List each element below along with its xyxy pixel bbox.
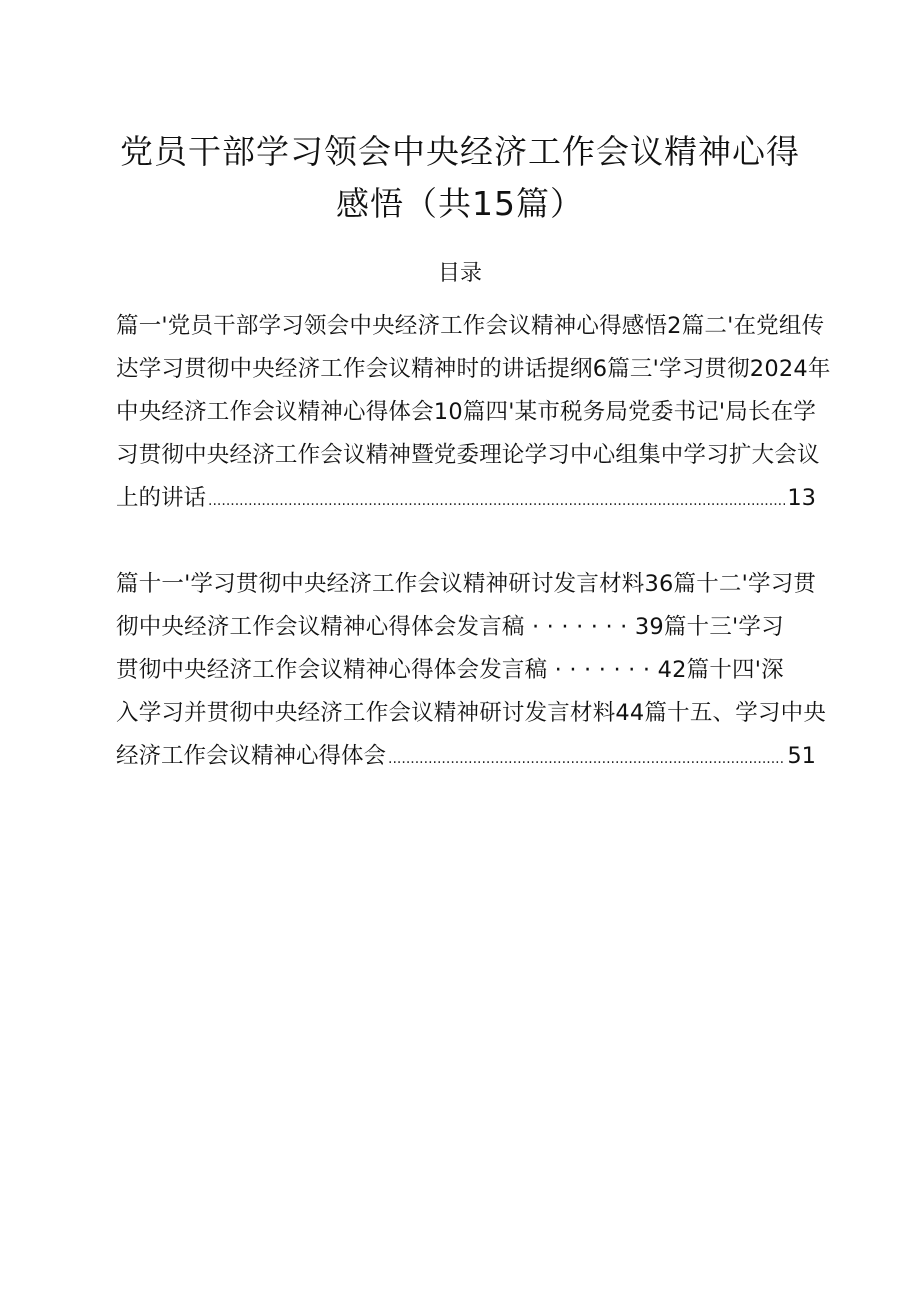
toc-entry-text: 上的讲话 bbox=[116, 485, 207, 511]
toc-entry-text: 经济工作会议精神心得体会 bbox=[116, 743, 387, 769]
toc-entry-line: 彻中央经济工作会议精神心得体会发言稿 · · · · · · · 39篇十三'学习 bbox=[116, 614, 784, 640]
toc-entry-with-leader bbox=[116, 481, 816, 518]
dot-leader bbox=[208, 481, 785, 518]
toc-page-number: 13 bbox=[787, 485, 816, 511]
toc-entry-line: 贯彻中央经济工作会议精神心得体会发言稿 · · · · · · · 42篇十四'深 bbox=[116, 657, 784, 683]
toc-page-number: 51 bbox=[787, 743, 816, 769]
toc-entry-line: 篇十一'学习贯彻中央经济工作会议精神研讨发言材料36篇十二'学习贯 bbox=[116, 571, 817, 597]
dot-leader bbox=[388, 739, 785, 776]
toc-entry-with-leader bbox=[116, 739, 816, 776]
toc-entry-line: 入学习并贯彻中央经济工作会议精神研讨发言材料44篇十五、学习中央 bbox=[116, 700, 827, 726]
toc-entry-line: 习贯彻中央经济工作会议精神暨党委理论学习中心组集中学习扩大会议 bbox=[116, 442, 820, 468]
document-title-line-2: 感悟（共15篇） bbox=[336, 184, 584, 223]
toc-entry-line: 篇一'党员干部学习领会中央经济工作会议精神心得感悟2篇二'在党组传 bbox=[116, 313, 825, 339]
toc-heading: 目录 bbox=[437, 261, 482, 286]
toc-entry-line: 达学习贯彻中央经济工作会议精神时的讲话提纲6篇三'学习贯彻2024年 bbox=[116, 356, 831, 382]
toc-entry-line: 中央经济工作会议精神心得体会10篇四'某市税务局党委书记'局长在学 bbox=[116, 399, 817, 425]
document-title-line-1: 党员干部学习领会中央经济工作会议精神心得 bbox=[120, 132, 800, 171]
